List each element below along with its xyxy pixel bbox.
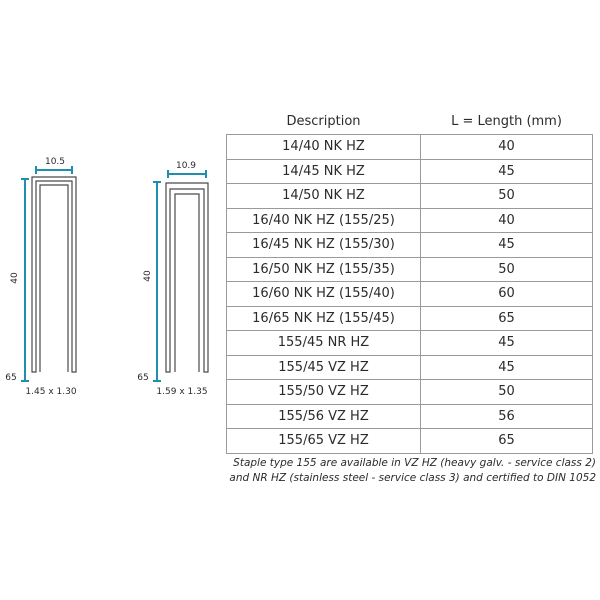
table-row	[227, 306, 593, 331]
description-cell: 14/40 NK HZ	[227, 135, 421, 160]
staple-right-length-label: 40	[143, 270, 153, 282]
length-cell: 40	[421, 135, 593, 160]
length-cell: 40	[421, 208, 593, 233]
staple-left-outline	[32, 177, 76, 372]
table-row	[227, 135, 593, 160]
staple-right-outline	[166, 183, 208, 372]
description-cell: 14/50 NK HZ	[227, 184, 421, 209]
table-header-row	[227, 108, 593, 135]
table-row	[227, 208, 593, 233]
staple-right	[137, 161, 208, 397]
length-cell: 45	[421, 159, 593, 184]
footnote-line-1: Staple type 155 are available in VZ HZ (heavy galv. - service class 2)	[233, 457, 596, 469]
staple-right-length-max-label: 65	[137, 373, 149, 383]
length-cell: 56	[421, 404, 593, 429]
table-row	[227, 380, 593, 405]
staple-right-wire-label: 1.59 x 1.35	[156, 387, 208, 397]
table-row	[227, 233, 593, 258]
length-cell: 50	[421, 380, 593, 405]
description-cell: 16/60 NK HZ (155/40)	[227, 282, 421, 307]
description-cell: 155/65 VZ HZ	[227, 429, 421, 454]
table-row	[227, 404, 593, 429]
spec-table	[226, 108, 593, 454]
length-cell: 45	[421, 355, 593, 380]
table-row	[227, 257, 593, 282]
length-cell: 50	[421, 257, 593, 282]
table-row	[227, 159, 593, 184]
staple-left-width-label: 10.5	[44, 157, 66, 167]
description-cell: 16/65 NK HZ (155/45)	[227, 306, 421, 331]
column-header-length: L = Length (mm)	[421, 108, 593, 135]
description-cell: 16/50 NK HZ (155/35)	[227, 257, 421, 282]
footnote	[200, 456, 596, 486]
table-row	[227, 184, 593, 209]
spec-table-container	[226, 108, 592, 454]
staple-left-length-max-label: 65	[5, 373, 17, 383]
description-cell: 155/50 VZ HZ	[227, 380, 421, 405]
table-row	[227, 282, 593, 307]
description-cell: 155/45 NR HZ	[227, 331, 421, 356]
description-cell: 16/45 NK HZ (155/30)	[227, 233, 421, 258]
table-body	[227, 135, 593, 454]
staple-right-width-label: 10.9	[175, 161, 197, 171]
footnote-line-2: and NR HZ (stainless steel - service class 3) and certified to DIN 1052	[229, 472, 596, 484]
table-row	[227, 429, 593, 454]
description-cell: 16/40 NK HZ (155/25)	[227, 208, 421, 233]
length-cell: 45	[421, 233, 593, 258]
staple-left-length-label: 40	[10, 272, 20, 284]
length-cell: 65	[421, 306, 593, 331]
description-cell: 155/56 VZ HZ	[227, 404, 421, 429]
staple-left-wire-label: 1.45 x 1.30	[25, 387, 77, 397]
column-header-description: Description	[227, 108, 421, 135]
table-row	[227, 355, 593, 380]
staple-left	[5, 157, 77, 397]
description-cell: 155/45 VZ HZ	[227, 355, 421, 380]
table-row	[227, 331, 593, 356]
length-cell: 45	[421, 331, 593, 356]
length-cell: 60	[421, 282, 593, 307]
length-cell: 65	[421, 429, 593, 454]
description-cell: 14/45 NK HZ	[227, 159, 421, 184]
length-cell: 50	[421, 184, 593, 209]
